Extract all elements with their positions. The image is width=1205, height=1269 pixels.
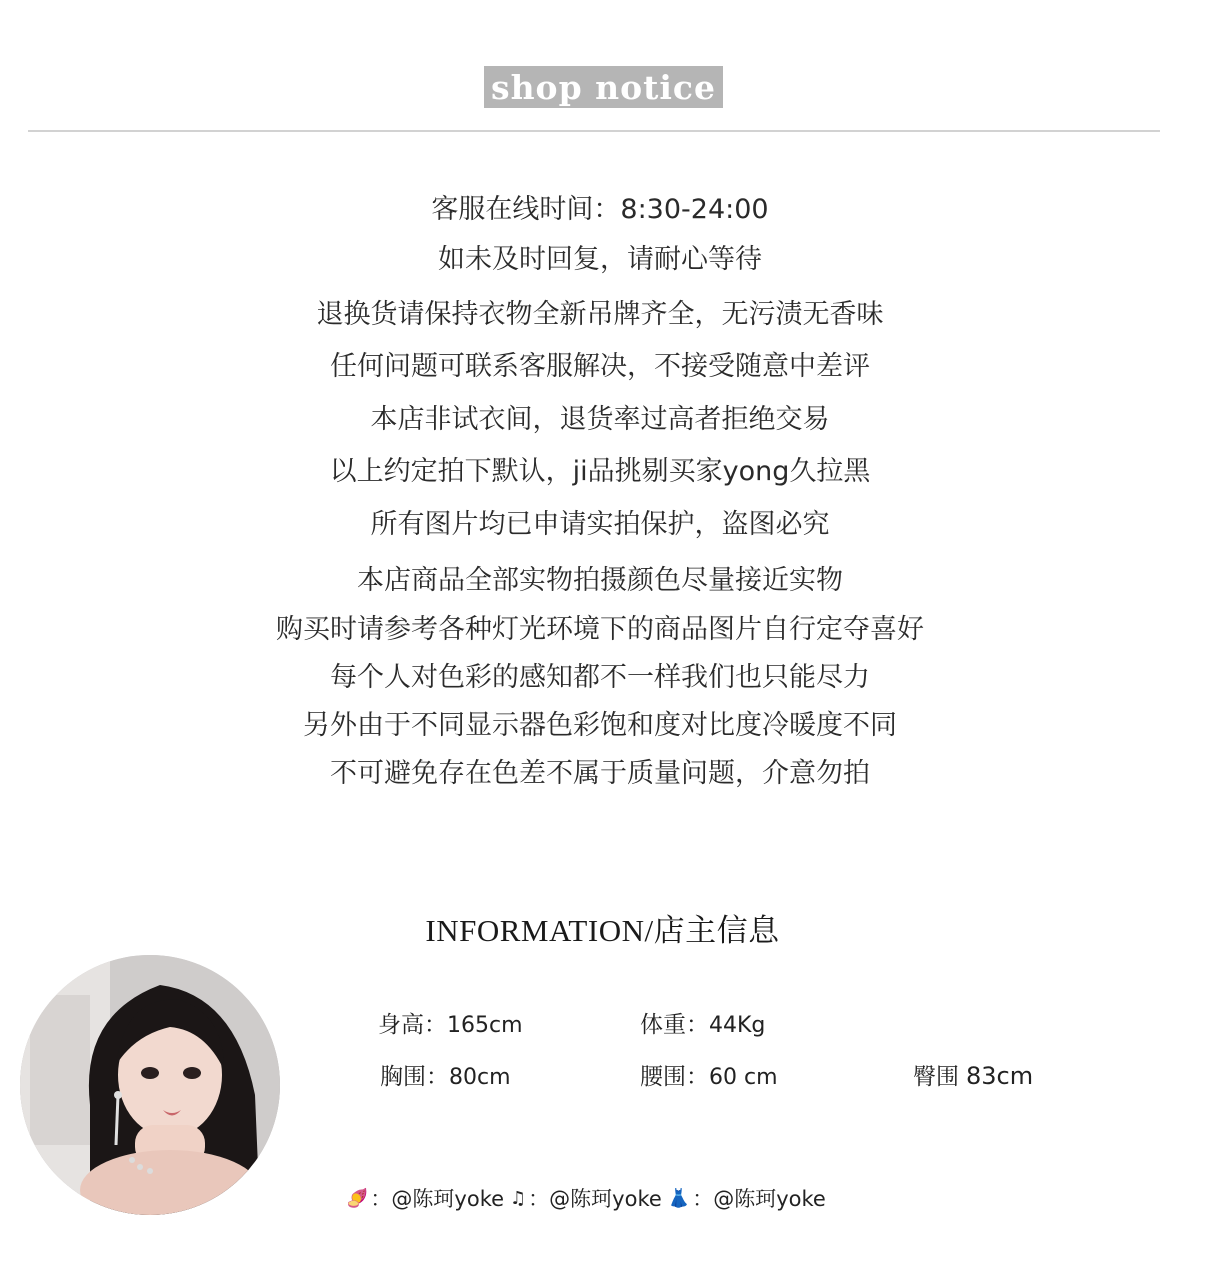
stat-bust <box>380 1058 511 1091</box>
notice-line: 以上约定拍下默认，ji品挑剔买家yong久拉黑 <box>329 456 871 487</box>
notice-line: 每个人对色彩的感知都不一样我们也只能尽力 <box>330 662 870 693</box>
social-sep: ： <box>370 1187 392 1211</box>
notice-line: 本店非试衣间，退货率过高者拒绝交易 <box>370 404 830 435</box>
social-sep: ： <box>692 1187 714 1211</box>
stat-value: 60 cm <box>709 1065 778 1090</box>
stat-value: 165cm <box>447 1013 523 1038</box>
music-note-icon: ♫ <box>510 1187 527 1209</box>
sweet-potato-icon: 🍠 <box>346 1187 369 1209</box>
avatar-portrait <box>20 955 280 1215</box>
info-title: INFORMATION/店主信息 <box>425 913 780 948</box>
stat-label: 胸围： <box>380 1064 449 1090</box>
stat-waist <box>640 1058 778 1091</box>
notice-line: 如未及时回复，请耐心等待 <box>438 244 762 275</box>
stat-height <box>378 1006 523 1039</box>
social-douyin[interactable] <box>510 1183 662 1213</box>
stat-weight <box>640 1006 765 1039</box>
stat-label: 体重： <box>640 1012 709 1038</box>
notice-line: 任何问题可联系客服解决，不接受随意中差评 <box>330 351 870 382</box>
stat-label: 身高： <box>378 1012 447 1038</box>
stat-value: 44Kg <box>709 1013 766 1038</box>
avatar <box>20 955 280 1215</box>
notice-line: 购买时请参考各种灯光环境下的商品图片自行定夺喜好 <box>276 614 924 645</box>
notice-line: 所有图片均已申请实拍保护，盗图必究 <box>370 509 830 540</box>
social-xiaohongshu[interactable] <box>346 1183 504 1213</box>
red-dress-icon: 👗 <box>667 1187 691 1209</box>
social-handle: @陈珂yoke <box>391 1187 505 1211</box>
stat-label: 腰围： <box>640 1064 709 1090</box>
stat-value: 83cm <box>966 1062 1034 1090</box>
social-sep: ： <box>528 1187 550 1211</box>
notice-line: 不可避免存在色差不属于质量问题，介意勿拍 <box>330 758 870 789</box>
stat-hip <box>913 1058 1033 1091</box>
social-other[interactable] <box>668 1183 826 1213</box>
social-handles <box>346 1183 832 1213</box>
notice-line: 退换货请保持衣物全新吊牌齐全，无污渍无香味 <box>316 299 884 330</box>
notice-line: 另外由于不同显示器色彩饱和度对比度冷暖度不同 <box>303 710 897 741</box>
stat-value: 80cm <box>449 1065 511 1090</box>
notice-line: 本店商品全部实物拍摄颜色尽量接近实物 <box>357 565 843 596</box>
social-handle: @陈珂yoke <box>549 1187 662 1211</box>
divider <box>28 130 1160 132</box>
shop-notice-banner: shop notice <box>484 66 723 108</box>
stat-label: 臀围 <box>913 1064 959 1090</box>
notice-line: 客服在线时间：8:30-24:00 <box>431 194 769 225</box>
social-handle: @陈珂yoke <box>713 1187 826 1211</box>
